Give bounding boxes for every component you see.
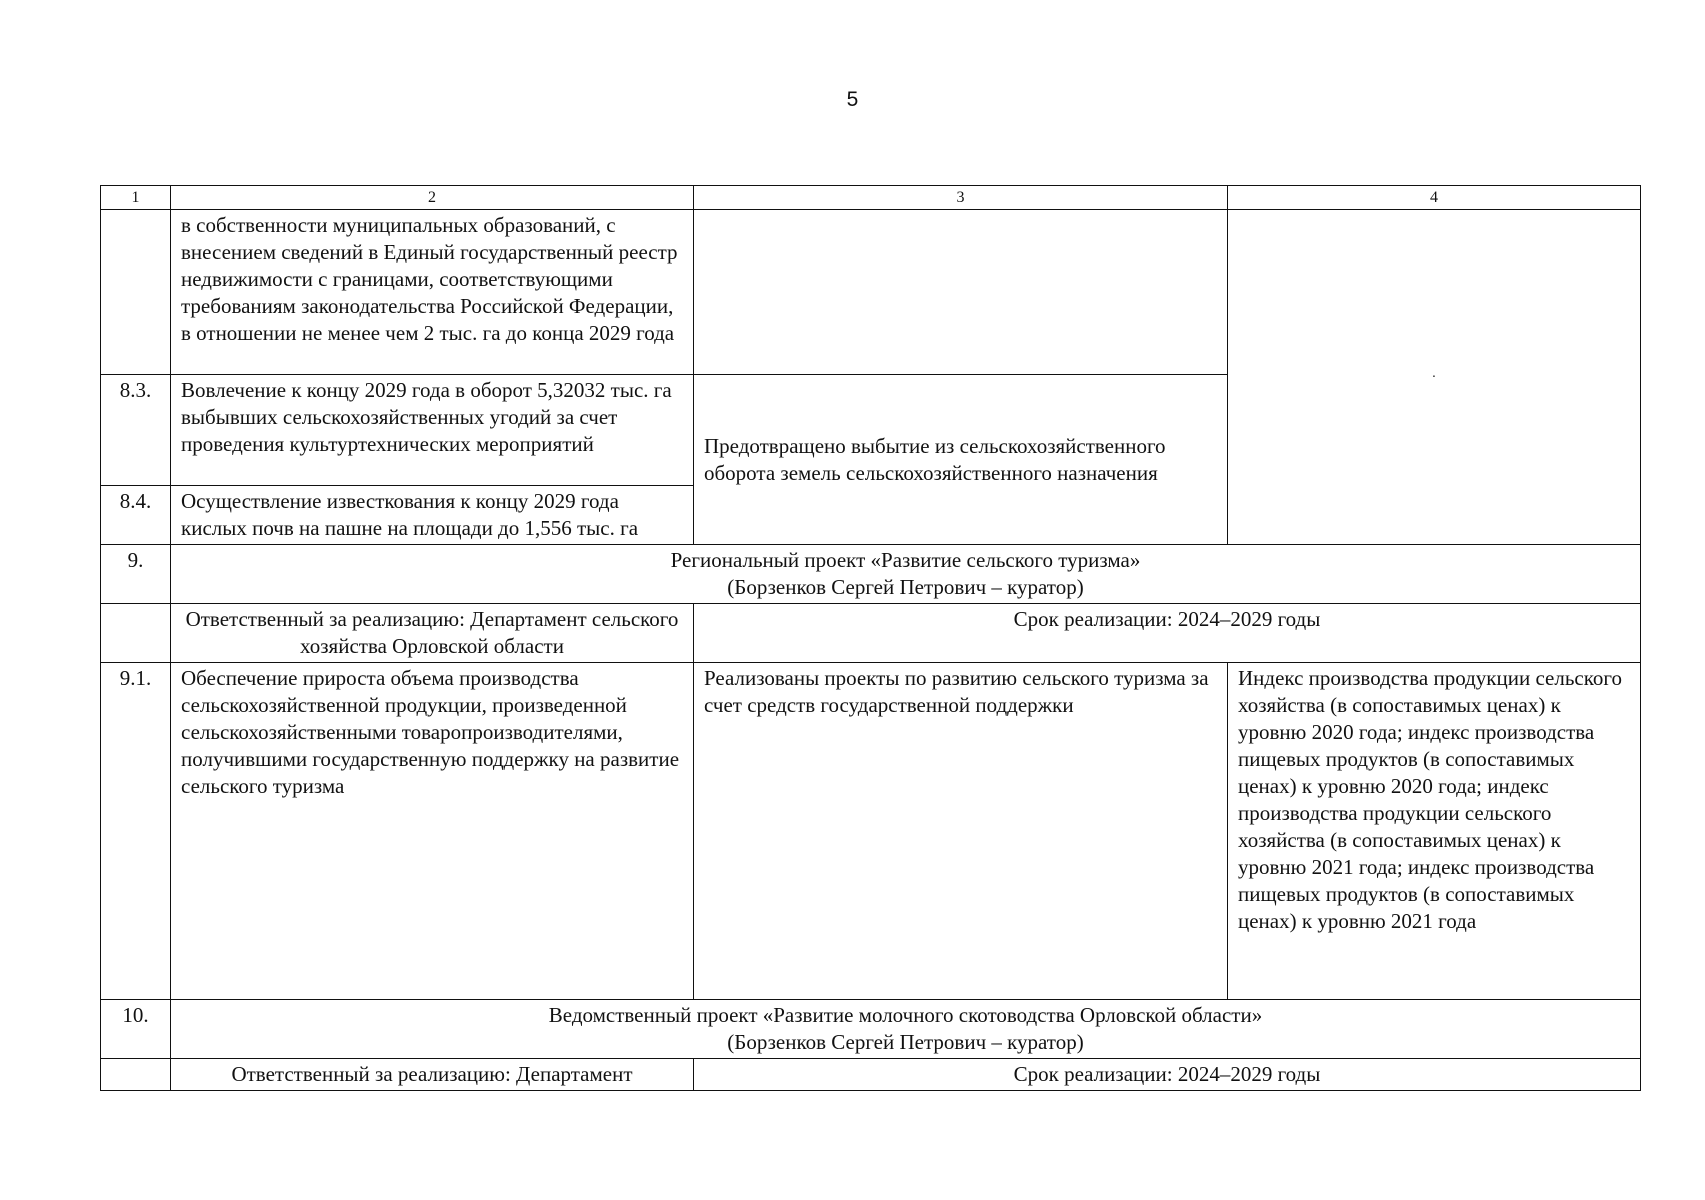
task-cell: в собственности муниципальных образований, с внесением сведений в Единый государственный реестр недвижимости с границами, соответствующими требованиям законодательства Российской Федерации, в отношении не менее чем 2 тыс. га до конца 2029 года: [171, 210, 694, 375]
responsible-row: [101, 604, 1641, 663]
task-cell: Обеспечение прироста объема производства сельскохозяйственной продукции, произведенной сельскохозяйственными товаропроизводителями, получившими государственную поддержку на развитие сельского туризма: [171, 663, 694, 1000]
responsible-row: [101, 1059, 1641, 1091]
table-row: [101, 663, 1641, 1000]
task-cell: Вовлечение к концу 2029 года в оборот 5,32032 тыс. га выбывших сельскохозяйственных угодий за счет проведения культуртехнических мероприятий: [171, 375, 694, 486]
result-cell: Реализованы проекты по развитию сельского туризма за счет средств государственной поддержки: [694, 663, 1228, 1000]
row-number-cell: 9.1.: [101, 663, 171, 1000]
row-number-cell: 8.3.: [101, 375, 171, 486]
result-cell: [694, 210, 1228, 375]
responsible-cell: Ответственный за реализацию: Департамент сельского хозяйства Орловской области: [171, 604, 694, 663]
page-number: 5: [846, 88, 859, 111]
row-number-cell: 10.: [101, 1000, 171, 1059]
header-col-4: 4: [1228, 186, 1641, 210]
indicator-cell: ·: [1228, 210, 1641, 545]
project-title-row: [101, 545, 1641, 604]
project-title: Региональный проект «Развитие сельского туризма»: [670, 548, 1141, 572]
result-cell: Предотвращено выбытие из сельскохозяйственного оборота земель сельскохозяйственного назначения: [694, 375, 1228, 545]
project-title-row: [101, 1000, 1641, 1059]
project-title-cell: [171, 1000, 1641, 1059]
term-cell: Срок реализации: 2024–2029 годы: [694, 1059, 1641, 1091]
project-curator: (Борзенков Сергей Петрович – куратор): [727, 575, 1084, 599]
table-header-row: [101, 186, 1641, 210]
project-title: Ведомственный проект «Развитие молочного скотоводства Орловской области»: [548, 1003, 1263, 1027]
header-col-2: 2: [171, 186, 694, 210]
project-title-cell: [171, 545, 1641, 604]
row-number-cell: 8.4.: [101, 486, 171, 545]
header-col-3: 3: [694, 186, 1228, 210]
task-cell: Осуществление известкования к концу 2029 года кислых почв на пашне на площади до 1,556 тыс. га: [171, 486, 694, 545]
row-number-cell: 9.: [101, 545, 171, 604]
responsible-cell: Ответственный за реализацию: Департамент: [171, 1059, 694, 1091]
table-row: [101, 210, 1641, 375]
term-cell: Срок реализации: 2024–2029 годы: [694, 604, 1641, 663]
indicator-cell: Индекс производства продукции сельского хозяйства (в сопоставимых ценах) к уровню 2020 года; индекс производства пищевых продуктов (в сопоставимых ценах) к уровню 2020 года; индекс производства продукции сельского хозяйства (в сопоставимых ценах) к уровню 2021 года; индекс производства пищевых продуктов (в сопоставимых ценах) к уровню 2021 года: [1228, 663, 1641, 1000]
header-col-1: 1: [101, 186, 171, 210]
row-number-cell: [101, 604, 171, 663]
row-number-cell: [101, 210, 171, 375]
project-curator: (Борзенков Сергей Петрович – куратор): [727, 1030, 1084, 1054]
row-number-cell: [101, 1059, 171, 1091]
plan-table: [100, 185, 1641, 1091]
